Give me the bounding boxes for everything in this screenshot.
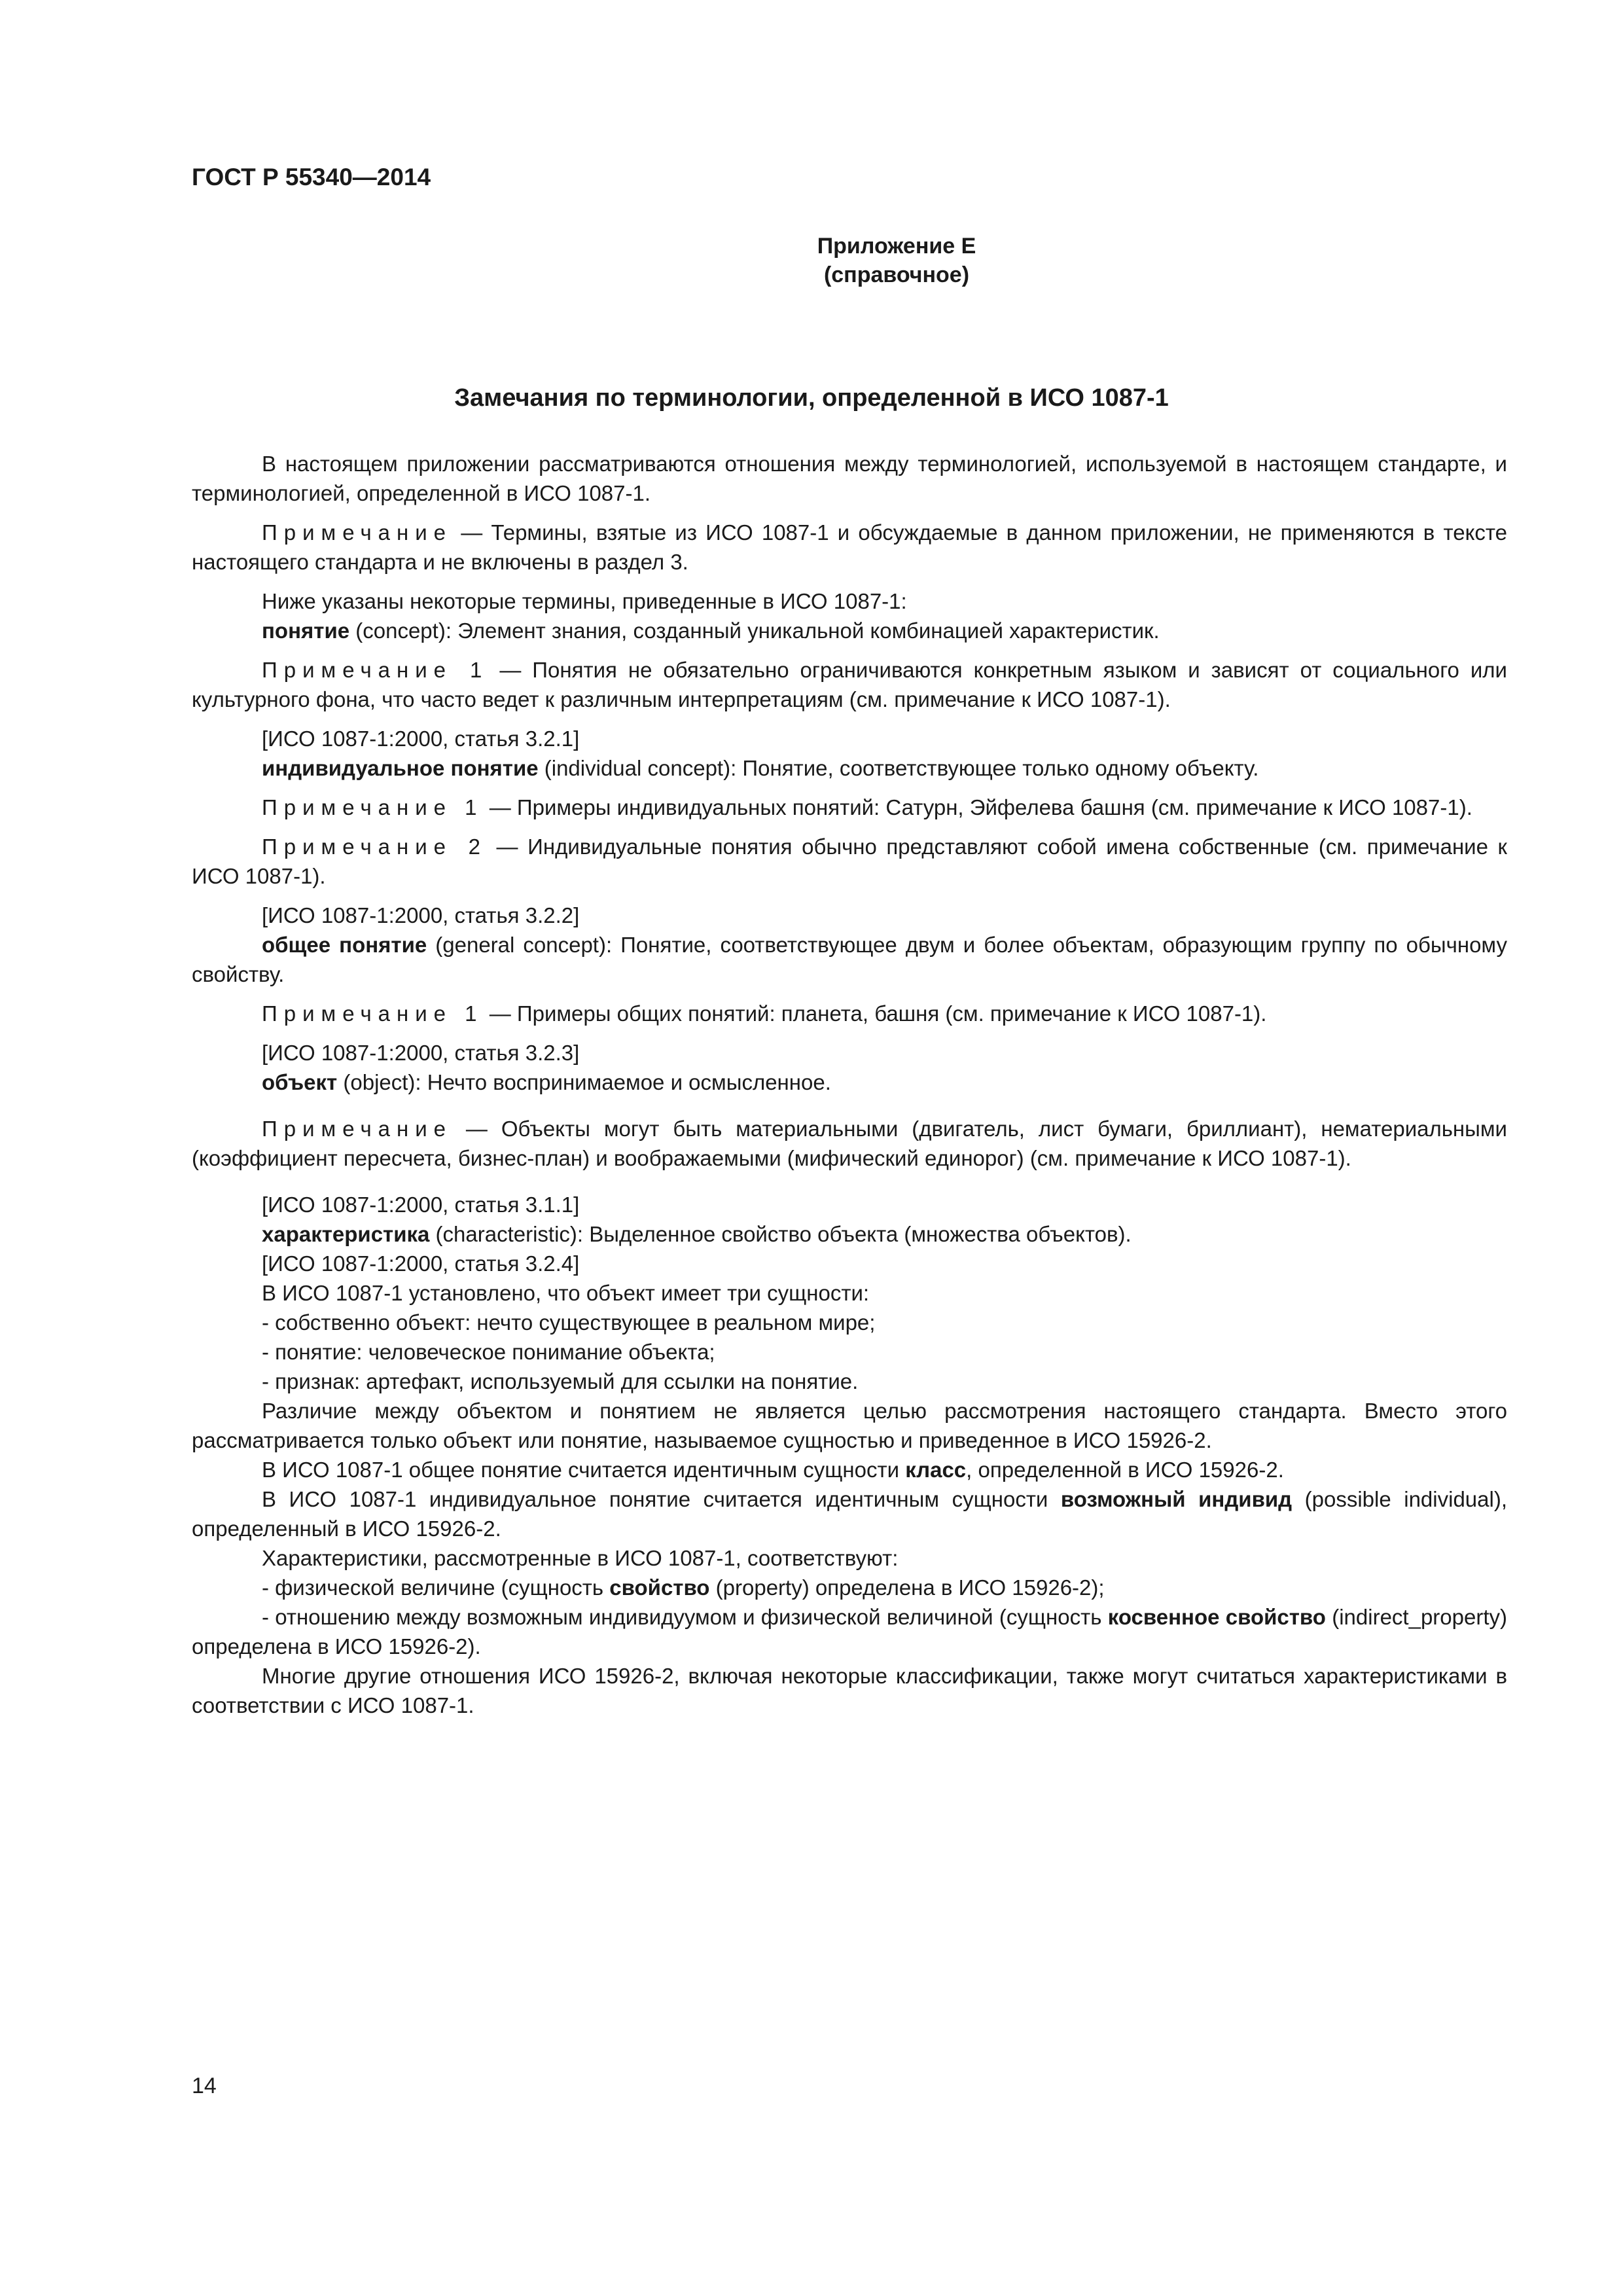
- reference: [ИСО 1087-1:2000, статья 3.2.1]: [262, 726, 580, 751]
- body-text: [192, 449, 1507, 1720]
- term-characteristic: [192, 1219, 1507, 1249]
- list-item: [192, 1602, 1507, 1661]
- note-label: Примечание: [262, 520, 453, 545]
- reference: [ИСО 1087-1:2000, статья 3.1.1]: [262, 1193, 580, 1217]
- page-number: 14: [192, 2073, 217, 2098]
- term-label: класс: [905, 1458, 967, 1482]
- note-label: Примечание: [262, 1117, 453, 1141]
- note-label: Примечание 1: [262, 795, 484, 819]
- term-label: характеристика: [262, 1222, 430, 1246]
- paragraph-terms-intro: Ниже указаны некоторые термины, приведенные в ИСО 1087-1:: [262, 589, 907, 613]
- text-segment: , определенной в ИСО 15926-2.: [966, 1458, 1284, 1482]
- text-segment: - отношению между возможным индивидуумом и физической величиной (сущность: [262, 1605, 1108, 1629]
- paragraph-possible-individual: [192, 1484, 1507, 1543]
- note-individual-2: [192, 832, 1507, 891]
- note-text: — Индивидуальные понятия обычно представляют собой имена собственные (см. примечание к ИСО 1087-1).: [192, 834, 1507, 888]
- section-heading: Замечания по терминологии, определенной в ИСО 1087-1: [454, 384, 1169, 412]
- term-definition: (individual concept): Понятие, соответствующее только одному объекту.: [538, 756, 1259, 780]
- note-general: [192, 999, 1507, 1028]
- paragraph-characteristics: Характеристики, рассмотренные в ИСО 1087-1, соответствуют:: [262, 1546, 899, 1570]
- term-label: общее понятие: [262, 933, 427, 957]
- text-segment: - физической величине (сущность: [262, 1575, 610, 1600]
- term-definition: (object): Нечто воспринимаемое и осмысленное.: [337, 1070, 831, 1094]
- note-text: — Термины, взятые из ИСО 1087-1 и обсуждаемые в данном приложении, не применяются в тексте настоящего стандарта и не включены в раздел 3.: [192, 520, 1507, 574]
- note-concept: [192, 655, 1507, 714]
- term-definition: (general concept): Понятие, соответствующее двум и более объектам, образующим группу по обычному свойству.: [192, 933, 1507, 986]
- term-label: косвенное свойство: [1107, 1605, 1326, 1629]
- reference: [ИСО 1087-1:2000, статья 3.2.2]: [262, 903, 580, 927]
- appendix-title-block: [753, 232, 1041, 289]
- list-item: - собственно объект: нечто существующее в реальном мире;: [262, 1310, 876, 1335]
- term-definition: (concept): Элемент знания, созданный уникальной комбинацией характеристик.: [349, 619, 1160, 643]
- list-item: - признак: артефакт, используемый для ссылки на понятие.: [262, 1369, 859, 1393]
- note-label: Примечание 1: [262, 658, 489, 682]
- term-object: [192, 1067, 1507, 1097]
- term-label: свойство: [609, 1575, 710, 1600]
- note-text: — Объекты могут быть материальными (двигатель, лист бумаги, бриллиант), нематериальными (коэффициент пересчета, бизнес-план) и воображаемыми (мифический единорог) (см. примечание к ИСО 1087-1).: [192, 1117, 1507, 1170]
- term-general-concept: [192, 930, 1507, 989]
- note-label: Примечание 1: [262, 1001, 484, 1026]
- text-segment: (possible individual), определенный в ИСО 15926-2.: [192, 1487, 1507, 1541]
- term-label: понятие: [262, 619, 350, 643]
- list-item: - понятие: человеческое понимание объекта;: [262, 1340, 715, 1364]
- note-individual-1: [192, 793, 1507, 822]
- paragraph-class: [192, 1455, 1507, 1484]
- note-label: Примечание 2: [262, 834, 487, 859]
- paragraph-final: Многие другие отношения ИСО 15926-2, включая некоторые классификации, также могут считаться характеристиками в соответствии с ИСО 1087-1.: [192, 1664, 1507, 1717]
- text-segment: В ИСО 1087-1 общее понятие считается идентичным сущности: [262, 1458, 906, 1482]
- text-segment: (indirect_property) определена в ИСО 15926-2).: [192, 1605, 1507, 1659]
- text-segment: В ИСО 1087-1 индивидуальное понятие считается идентичным сущности: [262, 1487, 1061, 1511]
- term-label: возможный индивид: [1060, 1487, 1293, 1511]
- list-item: [192, 1573, 1507, 1602]
- term-individual-concept: [192, 753, 1507, 783]
- paragraph-entities: В ИСО 1087-1 установлено, что объект имеет три сущности:: [262, 1281, 870, 1305]
- note-object: [192, 1114, 1507, 1173]
- term-label: объект: [262, 1070, 338, 1094]
- paragraph-distinction: Различие между объектом и понятием не является целью рассмотрения настоящего стандарта. Вместо этого рассматривается только объект или понятие, называемое сущностью и приведенное в ИСО 15926-2.: [192, 1399, 1507, 1452]
- term-definition: (characteristic): Выделенное свойство объекта (множества объектов).: [429, 1222, 1132, 1246]
- appendix-status: (справочное): [823, 262, 970, 287]
- document-id: ГОСТ Р 55340—2014: [192, 164, 431, 190]
- text-segment: (property) определена в ИСО 15926-2);: [709, 1575, 1105, 1600]
- note-text: — Примеры общих понятий: планета, башня (см. примечание к ИСО 1087-1).: [483, 1001, 1267, 1026]
- paragraph-intro: В настоящем приложении рассматриваются отношения между терминологией, используемой в настоящем стандарте, и терминологией, определенной в ИСО 1087-1.: [192, 452, 1507, 505]
- reference: [ИСО 1087-1:2000, статья 3.2.3]: [262, 1041, 580, 1065]
- note-text: — Понятия не обязательно ограничиваются конкретным языком и зависят от социального или культурного фона, что часто ведет к различным интерпретациям (см. примечание к ИСО 1087-1).: [192, 658, 1507, 711]
- note-terms: [192, 518, 1507, 577]
- note-text: — Примеры индивидуальных понятий: Сатурн, Эйфелева башня (см. примечание к ИСО 1087-1).: [483, 795, 1472, 819]
- term-label: индивидуальное понятие: [262, 756, 539, 780]
- reference: [ИСО 1087-1:2000, статья 3.2.4]: [262, 1251, 580, 1276]
- term-concept: [192, 616, 1507, 645]
- appendix-title: Приложение Е: [817, 234, 976, 259]
